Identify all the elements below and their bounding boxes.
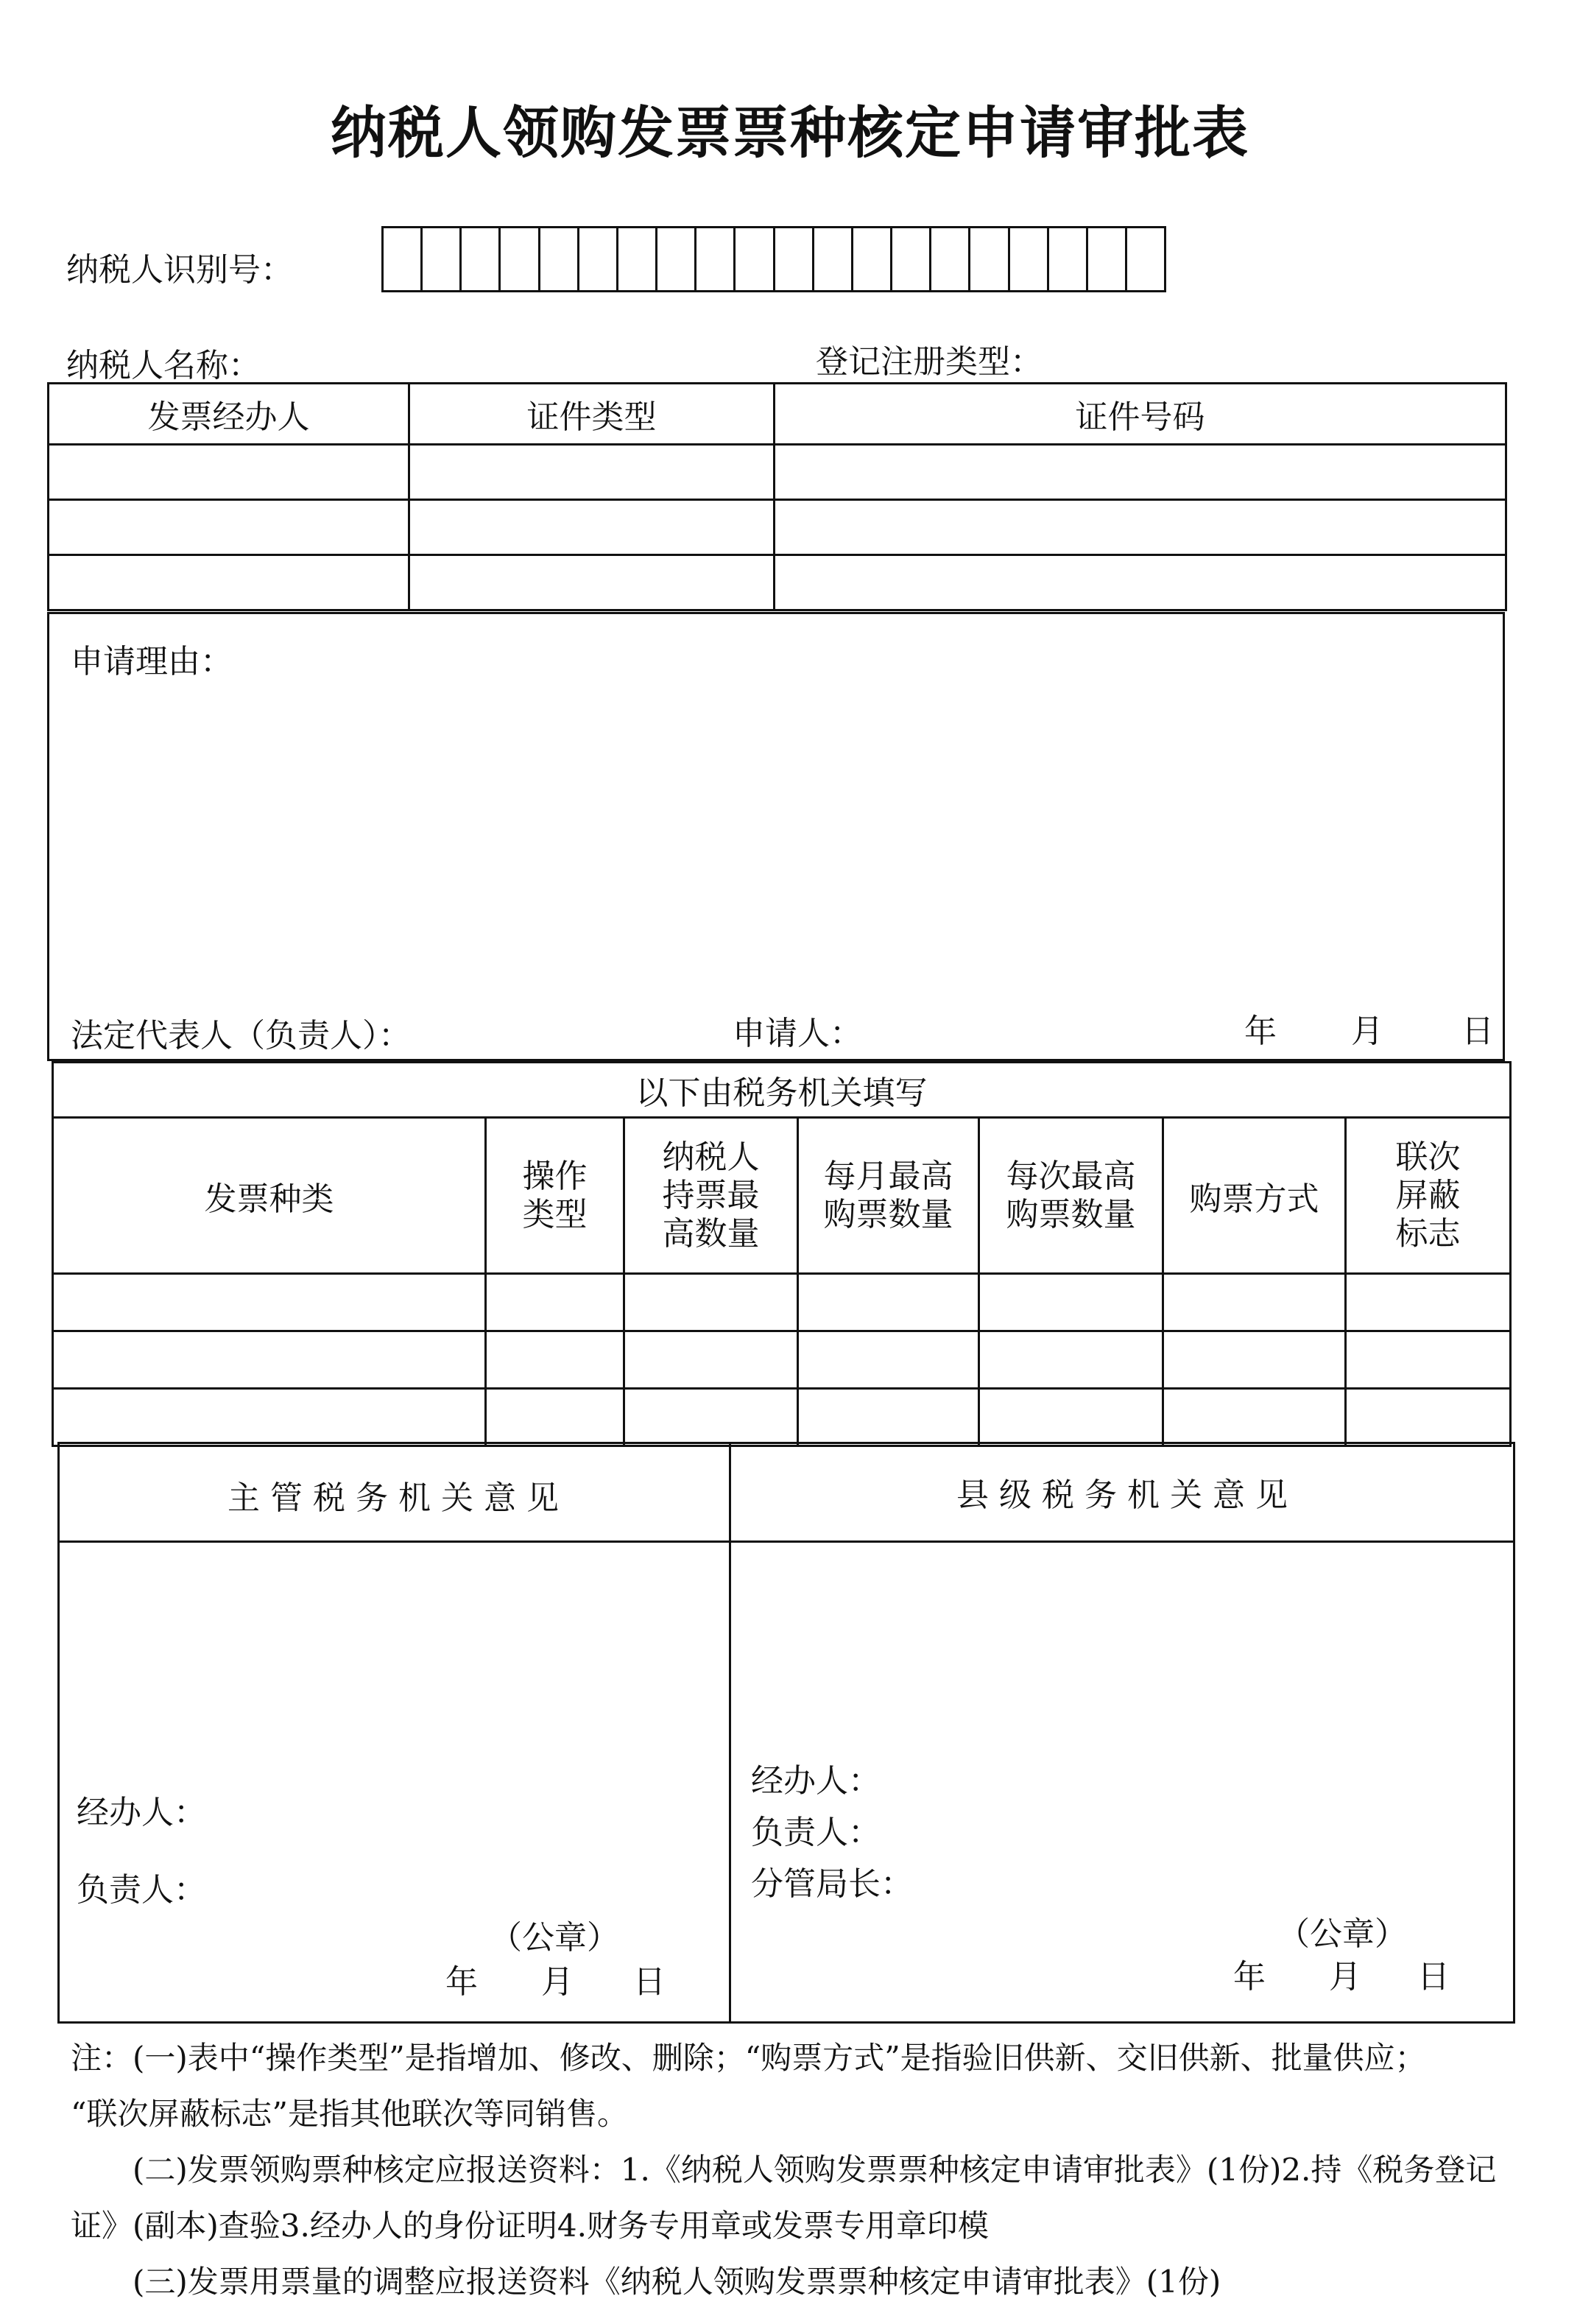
agent-table bbox=[47, 382, 1507, 611]
note-2: (二)发票领购票种核定应报送资料：1.《纳税人领购发票票种核定申请审批表》(1份)2.持《税务登记证》(副本)查验3.经办人的身份证明4.财务专用章或发票专用章印模 bbox=[71, 2152, 1497, 2244]
id-number-cell[interactable] bbox=[775, 500, 1506, 555]
right-date-day: 日 bbox=[1417, 1958, 1450, 1996]
table-row bbox=[49, 500, 1506, 555]
note-1b: “联次屏蔽标志”是指其他联次等同销售。 bbox=[71, 2096, 628, 2132]
left-handler-label: 经办人： bbox=[77, 1794, 206, 1831]
table-row bbox=[53, 1274, 1511, 1331]
purchase-method-cell[interactable] bbox=[1163, 1274, 1346, 1331]
supervising-authority-header: 主 管 税 务 机 关 意 见 bbox=[228, 1479, 559, 1517]
taxpayer-name-label: 纳税人名称： bbox=[66, 347, 261, 384]
monthly-max-cell[interactable] bbox=[798, 1389, 979, 1446]
id-digit-box[interactable] bbox=[1127, 228, 1164, 290]
left-date-month: 月 bbox=[541, 1963, 574, 2001]
id-digit-box[interactable] bbox=[462, 228, 501, 290]
max-hold-header: 纳税人 持票最 高数量 bbox=[624, 1118, 798, 1274]
operation-type-cell[interactable] bbox=[486, 1331, 624, 1389]
id-digit-box[interactable] bbox=[853, 228, 892, 290]
max-hold-cell[interactable] bbox=[624, 1389, 798, 1446]
monthly-max-header: 每月最高 购票数量 bbox=[798, 1118, 979, 1274]
id-digit-box[interactable] bbox=[775, 228, 814, 290]
agent-cell[interactable] bbox=[49, 555, 409, 610]
id-digit-box[interactable] bbox=[696, 228, 736, 290]
shield-flag-cell[interactable] bbox=[1346, 1389, 1511, 1446]
taxpayer-id-label: 纳税人识别号： bbox=[66, 251, 293, 289]
note-1a: 注：(一)表中“操作类型”是指增加、修改、删除；“购票方式”是指验旧供新、交旧供新、批量供应； bbox=[71, 2040, 1426, 2076]
id-digit-box[interactable] bbox=[970, 228, 1009, 290]
id-digit-box[interactable] bbox=[892, 228, 931, 290]
id-digit-box[interactable] bbox=[618, 228, 657, 290]
agent-header: 发票经办人 bbox=[49, 384, 409, 445]
invoice-type-cell[interactable] bbox=[53, 1331, 486, 1389]
supervising-opinion-area[interactable] bbox=[59, 1543, 727, 2021]
application-reason-box[interactable] bbox=[47, 612, 1505, 1061]
id-digit-box[interactable] bbox=[657, 228, 696, 290]
table-row bbox=[49, 445, 1506, 500]
form-title: 纳税人领购发票票种核定申请审批表 bbox=[331, 100, 1249, 166]
applicant-label: 申请人： bbox=[733, 1015, 862, 1052]
operation-type-cell[interactable] bbox=[486, 1389, 624, 1446]
id-digit-box[interactable] bbox=[931, 228, 970, 290]
left-seal-label: （公章） bbox=[490, 1919, 619, 1957]
right-handler-label: 经办人： bbox=[751, 1762, 881, 1800]
id-digit-box[interactable] bbox=[423, 228, 462, 290]
purchase-method-header: 购票方式 bbox=[1163, 1118, 1346, 1274]
id-digit-box[interactable] bbox=[1088, 228, 1127, 290]
right-seal-label: （公章） bbox=[1277, 1915, 1407, 1953]
id-type-cell[interactable] bbox=[409, 500, 775, 555]
max-hold-cell[interactable] bbox=[624, 1274, 798, 1331]
registration-type-label: 登记注册类型： bbox=[816, 343, 1043, 381]
left-responsible-label: 负责人： bbox=[77, 1871, 206, 1909]
right-deputy-label: 分管局长： bbox=[751, 1865, 913, 1903]
tax-authority-table bbox=[52, 1061, 1512, 1447]
right-date-year: 年 bbox=[1233, 1958, 1266, 1996]
each-max-header: 每次最高 购票数量 bbox=[979, 1118, 1163, 1274]
id-type-cell[interactable] bbox=[409, 445, 775, 500]
id-number-header: 证件号码 bbox=[775, 384, 1506, 445]
operation-type-cell[interactable] bbox=[486, 1274, 624, 1331]
purchase-method-cell[interactable] bbox=[1163, 1389, 1346, 1446]
table-row bbox=[53, 1331, 1511, 1389]
id-number-cell[interactable] bbox=[775, 445, 1506, 500]
id-digit-box[interactable] bbox=[384, 228, 423, 290]
notes-section bbox=[71, 2030, 1514, 2310]
operation-type-header: 操作 类型 bbox=[486, 1118, 624, 1274]
county-authority-header: 县 级 税 务 机 关 意 见 bbox=[956, 1476, 1288, 1514]
id-number-cell[interactable] bbox=[775, 555, 1506, 610]
id-digit-box[interactable] bbox=[579, 228, 618, 290]
id-digit-box[interactable] bbox=[814, 228, 853, 290]
each-max-cell[interactable] bbox=[979, 1389, 1163, 1446]
left-date-year: 年 bbox=[445, 1963, 478, 2001]
reason-label: 申请理由： bbox=[71, 643, 233, 680]
taxpayer-id-boxes[interactable] bbox=[381, 226, 1166, 292]
invoice-type-cell[interactable] bbox=[53, 1389, 486, 1446]
apply-date-month: 月 bbox=[1351, 1013, 1383, 1050]
agent-cell[interactable] bbox=[49, 445, 409, 500]
each-max-cell[interactable] bbox=[979, 1331, 1163, 1389]
shield-flag-cell[interactable] bbox=[1346, 1331, 1511, 1389]
monthly-max-cell[interactable] bbox=[798, 1331, 979, 1389]
monthly-max-cell[interactable] bbox=[798, 1274, 979, 1331]
id-type-header: 证件类型 bbox=[409, 384, 775, 445]
table-row bbox=[49, 555, 1506, 610]
max-hold-cell[interactable] bbox=[624, 1331, 798, 1389]
each-max-cell[interactable] bbox=[979, 1274, 1163, 1331]
apply-date-year: 年 bbox=[1244, 1013, 1277, 1050]
id-digit-box[interactable] bbox=[736, 228, 775, 290]
id-digit-box[interactable] bbox=[540, 228, 579, 290]
id-type-cell[interactable] bbox=[409, 555, 775, 610]
invoice-type-cell[interactable] bbox=[53, 1274, 486, 1331]
agent-cell[interactable] bbox=[49, 500, 409, 555]
invoice-type-header: 发票种类 bbox=[53, 1118, 486, 1274]
id-digit-box[interactable] bbox=[1049, 228, 1088, 290]
id-digit-box[interactable] bbox=[1010, 228, 1049, 290]
purchase-method-cell[interactable] bbox=[1163, 1331, 1346, 1389]
left-date-day: 日 bbox=[633, 1963, 666, 2001]
legal-rep-label: 法定代表人（负责人）： bbox=[71, 1017, 411, 1054]
shield-flag-header: 联次 屏蔽 标志 bbox=[1346, 1118, 1511, 1274]
right-responsible-label: 负责人： bbox=[751, 1814, 881, 1851]
id-digit-box[interactable] bbox=[501, 228, 540, 290]
tax-section-header: 以下由税务机关填写 bbox=[53, 1063, 1511, 1118]
table-row bbox=[53, 1389, 1511, 1446]
note-3: (三)发票用票量的调整应报送资料《纳税人领购发票票种核定申请审批表》(1份) bbox=[133, 2264, 1221, 2300]
shield-flag-cell[interactable] bbox=[1346, 1274, 1511, 1331]
apply-date-day: 日 bbox=[1461, 1013, 1494, 1050]
right-date-month: 月 bbox=[1329, 1958, 1361, 1996]
